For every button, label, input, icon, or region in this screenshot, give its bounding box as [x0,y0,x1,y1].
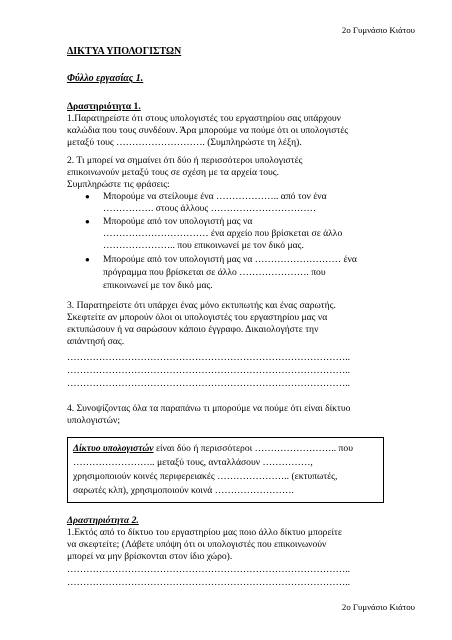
bullet-icon: ● [85,217,90,226]
q1-line: 1.Παρατηρείστε ότι στους υπολογιστές του εργαστηρίου σας υπάρχουν [67,113,341,124]
q2-line: 2. Τι μπορεί να σημαίνει ότι δύο ή περισσότεροι υπολογιστές [67,155,303,166]
definition-term: Δίκτυο υπολογιστών [73,443,154,454]
q1-line: μεταξύ τους ………………………. (Συμπληρώστε τη λέξη). [67,137,302,148]
bullet-text: …………………………… ένα αρχείο που βρίσκεται σε άλλο [103,228,343,239]
activity2-q1-line: να σκεφτείτε; (Λάβετε υπόψη ότι οι υπολογιστές που επικοινωνούν [67,539,327,550]
definition-line: σαρωτές κλπ), χρησιμοποιούν κοινά ……………………. [73,485,294,496]
answer-line[interactable]: …………………………………………………………………………….. [67,564,351,575]
definition-line: …………………….. μεταξύ τους, ανταλλάσουν ……………, [73,457,313,468]
q2-line: Συμπληρώστε τις φράσεις: [67,179,170,190]
q1-line: καλώδια που τους συνδέουν. Άρα μπορούμε να πούμε ότι οι υπολογιστές [67,125,349,136]
answer-line[interactable]: …………………………………………………………………………….. [67,577,351,588]
worksheet-title: Φύλλο εργασίας 1. [67,73,144,84]
q4-line: υπολογιστών; [67,415,121,426]
activity-1-heading: Δραστηριότητα 1. [67,101,141,112]
activity2-q1-line: 1.Εκτός από το δίκτυο του εργαστηρίου μας ποιο άλλο δίκτυο μπορείτε [67,527,342,538]
bullet-text: επικοινωνεί με τον δικό μας. [103,280,213,291]
q3-line: 3. Παρατηρείστε ότι υπάρχει ένας μόνο εκτυπωτής και ένας σαρωτής. [67,300,336,311]
bullet-text: Μπορούμε από τον υπολογιστή μας να ……………………… ένα [103,254,357,265]
activity-2-heading: Δραστηριότητα 2. [67,515,139,526]
q3-line: απάντησή σας. [67,336,125,347]
bullet-text: πρόγραμμα που βρίσκεται σε άλλο …………………. που [103,267,326,278]
q3-line: Σκεφτείτε αν μπορούν όλοι οι υπολογιστές του εργαστηρίου μας να [67,312,328,323]
bullet-text: Μπορούμε να στείλουμε ένα ……………….. από τον ένα [103,191,327,202]
bullet-icon: ● [85,192,90,201]
answer-line[interactable]: …………………………………………………………………………….. [67,378,351,389]
q3-line: εκτυπώσουν ή να σαρώσουν κάποιο έγγραφο. Δικαιολογήστε την [67,324,319,335]
q2-line: επικοινωνούν μεταξύ τους σε σχέση με τα αρχεία τους. [67,167,280,178]
activity2-q1-line: μπορεί να μην βρίσκονται στον ίδιο χώρο). [67,551,233,562]
definition-line [73,443,353,455]
answer-line[interactable]: …………………………………………………………………………….. [67,365,351,376]
answer-line[interactable]: …………………………………………………………………………….. [67,352,351,363]
bullet-text: Μπορούμε από τον υπολογιστή μας να [103,216,253,227]
page-header: 2ο Γυμνάσιο Κιάτου [341,25,415,35]
bullet-icon: ● [85,255,90,264]
q4-line: 4. Συνοψίζοντας όλα τα παραπάνω τι μπορούμε να πούμε ότι είναι δίκτυο [67,403,351,414]
bullet-text: ………………….. που επικοινωνεί με τον δικό μας. [103,240,304,251]
definition-text: είναι δύο ή περισσότεροι …………………….. που [153,443,353,454]
definition-line: χρησιμοποιούν κοινές περιφερειακές ………………….. (εκτυπωτές, [73,471,338,482]
bullet-text: ……………. στους άλλους …………………………… [103,203,317,214]
page-footer: 2ο Γυμνάσιο Κιάτου [341,602,415,612]
document-title: ΔΙΚΤΥΑ ΥΠΟΛΟΓΙΣΤΩΝ [67,46,182,57]
